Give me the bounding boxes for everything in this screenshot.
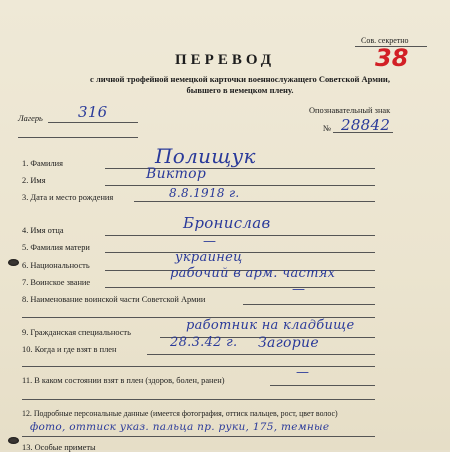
tag-line (333, 132, 393, 133)
field-12-label: 12. Подробные персональные данные (имеется фотография, оттиск пальцев, рост, цвет волос) (22, 409, 338, 418)
field-10-date-value: 28.3.42 г. (170, 335, 238, 350)
field-11-line (270, 385, 375, 386)
camp-label: Лагерь (18, 114, 43, 123)
tag-label: Опознавательный знак (309, 106, 391, 115)
field-4-line (105, 235, 375, 236)
field-12-value: фото, оттиск указ. пальца пр. руки, 175, темные (30, 421, 330, 433)
field-12-line (22, 436, 375, 437)
camp-separator-line (18, 137, 138, 138)
field-11-label: 11. В каком состоянии взят в плен (здоров, болен, ранен) (22, 376, 225, 385)
field-9-value: работник на кладбище (186, 318, 355, 333)
punch-hole-bottom (8, 437, 19, 444)
field-10-label: 10. Когда и где взят в плен (22, 345, 117, 354)
field-2-line (105, 185, 375, 186)
tag-value: 28842 (341, 116, 391, 134)
field-1-value: Полищук (155, 144, 256, 168)
field-1-label: 1. Фамилия (22, 159, 64, 168)
field-2-value: Виктор (146, 166, 207, 182)
field-5-label: 5. Фамилия матери (22, 243, 90, 252)
field-10-extra-line (22, 366, 375, 367)
field-4-value: Бронислав (183, 214, 271, 232)
field-7-line (105, 287, 375, 288)
camp-value: 316 (78, 103, 108, 121)
field-3-value: 8.8.1918 г. (169, 186, 240, 200)
field-3-line (134, 201, 375, 202)
secrecy-stamp: Сов. секретно (361, 36, 409, 45)
red-handwritten-number: 38 (375, 44, 409, 72)
field-8-label: 8. Наименование воинской части Советской Армии (22, 295, 206, 304)
field-10-line (147, 354, 375, 355)
field-2-label: 2. Имя (22, 176, 46, 185)
field-8-line (243, 304, 375, 305)
field-11-value: — (296, 365, 310, 380)
field-11-extra-line (22, 399, 375, 400)
field-6-label: 6. Национальность (22, 261, 90, 270)
field-10-place-value: Загорие (258, 335, 319, 351)
field-5-value: — (203, 234, 217, 249)
punch-hole-top (8, 259, 19, 266)
field-3-label: 3. Дата и место рождения (22, 193, 114, 202)
field-8-value: — (292, 282, 306, 297)
field-4-label: 4. Имя отца (22, 226, 64, 235)
field-7-value: рабочий в арм. частях (170, 266, 336, 281)
subtitle-line-1: с личной трофейной немецкой карточки военнослужащего Советской Армии, (90, 74, 390, 84)
field-6-value: украинец (175, 250, 243, 265)
subtitle-line-2: бывшего в немецком плену. (186, 85, 294, 95)
field-9-label: 9. Гражданская специальность (22, 328, 131, 337)
tag-number-sign: № (323, 124, 331, 133)
field-13-label: 13. Особые приметы (22, 443, 96, 452)
document-title: ПЕРЕВОД (175, 52, 276, 68)
field-7-label: 7. Воинское звание (22, 278, 91, 287)
camp-line (48, 122, 138, 123)
